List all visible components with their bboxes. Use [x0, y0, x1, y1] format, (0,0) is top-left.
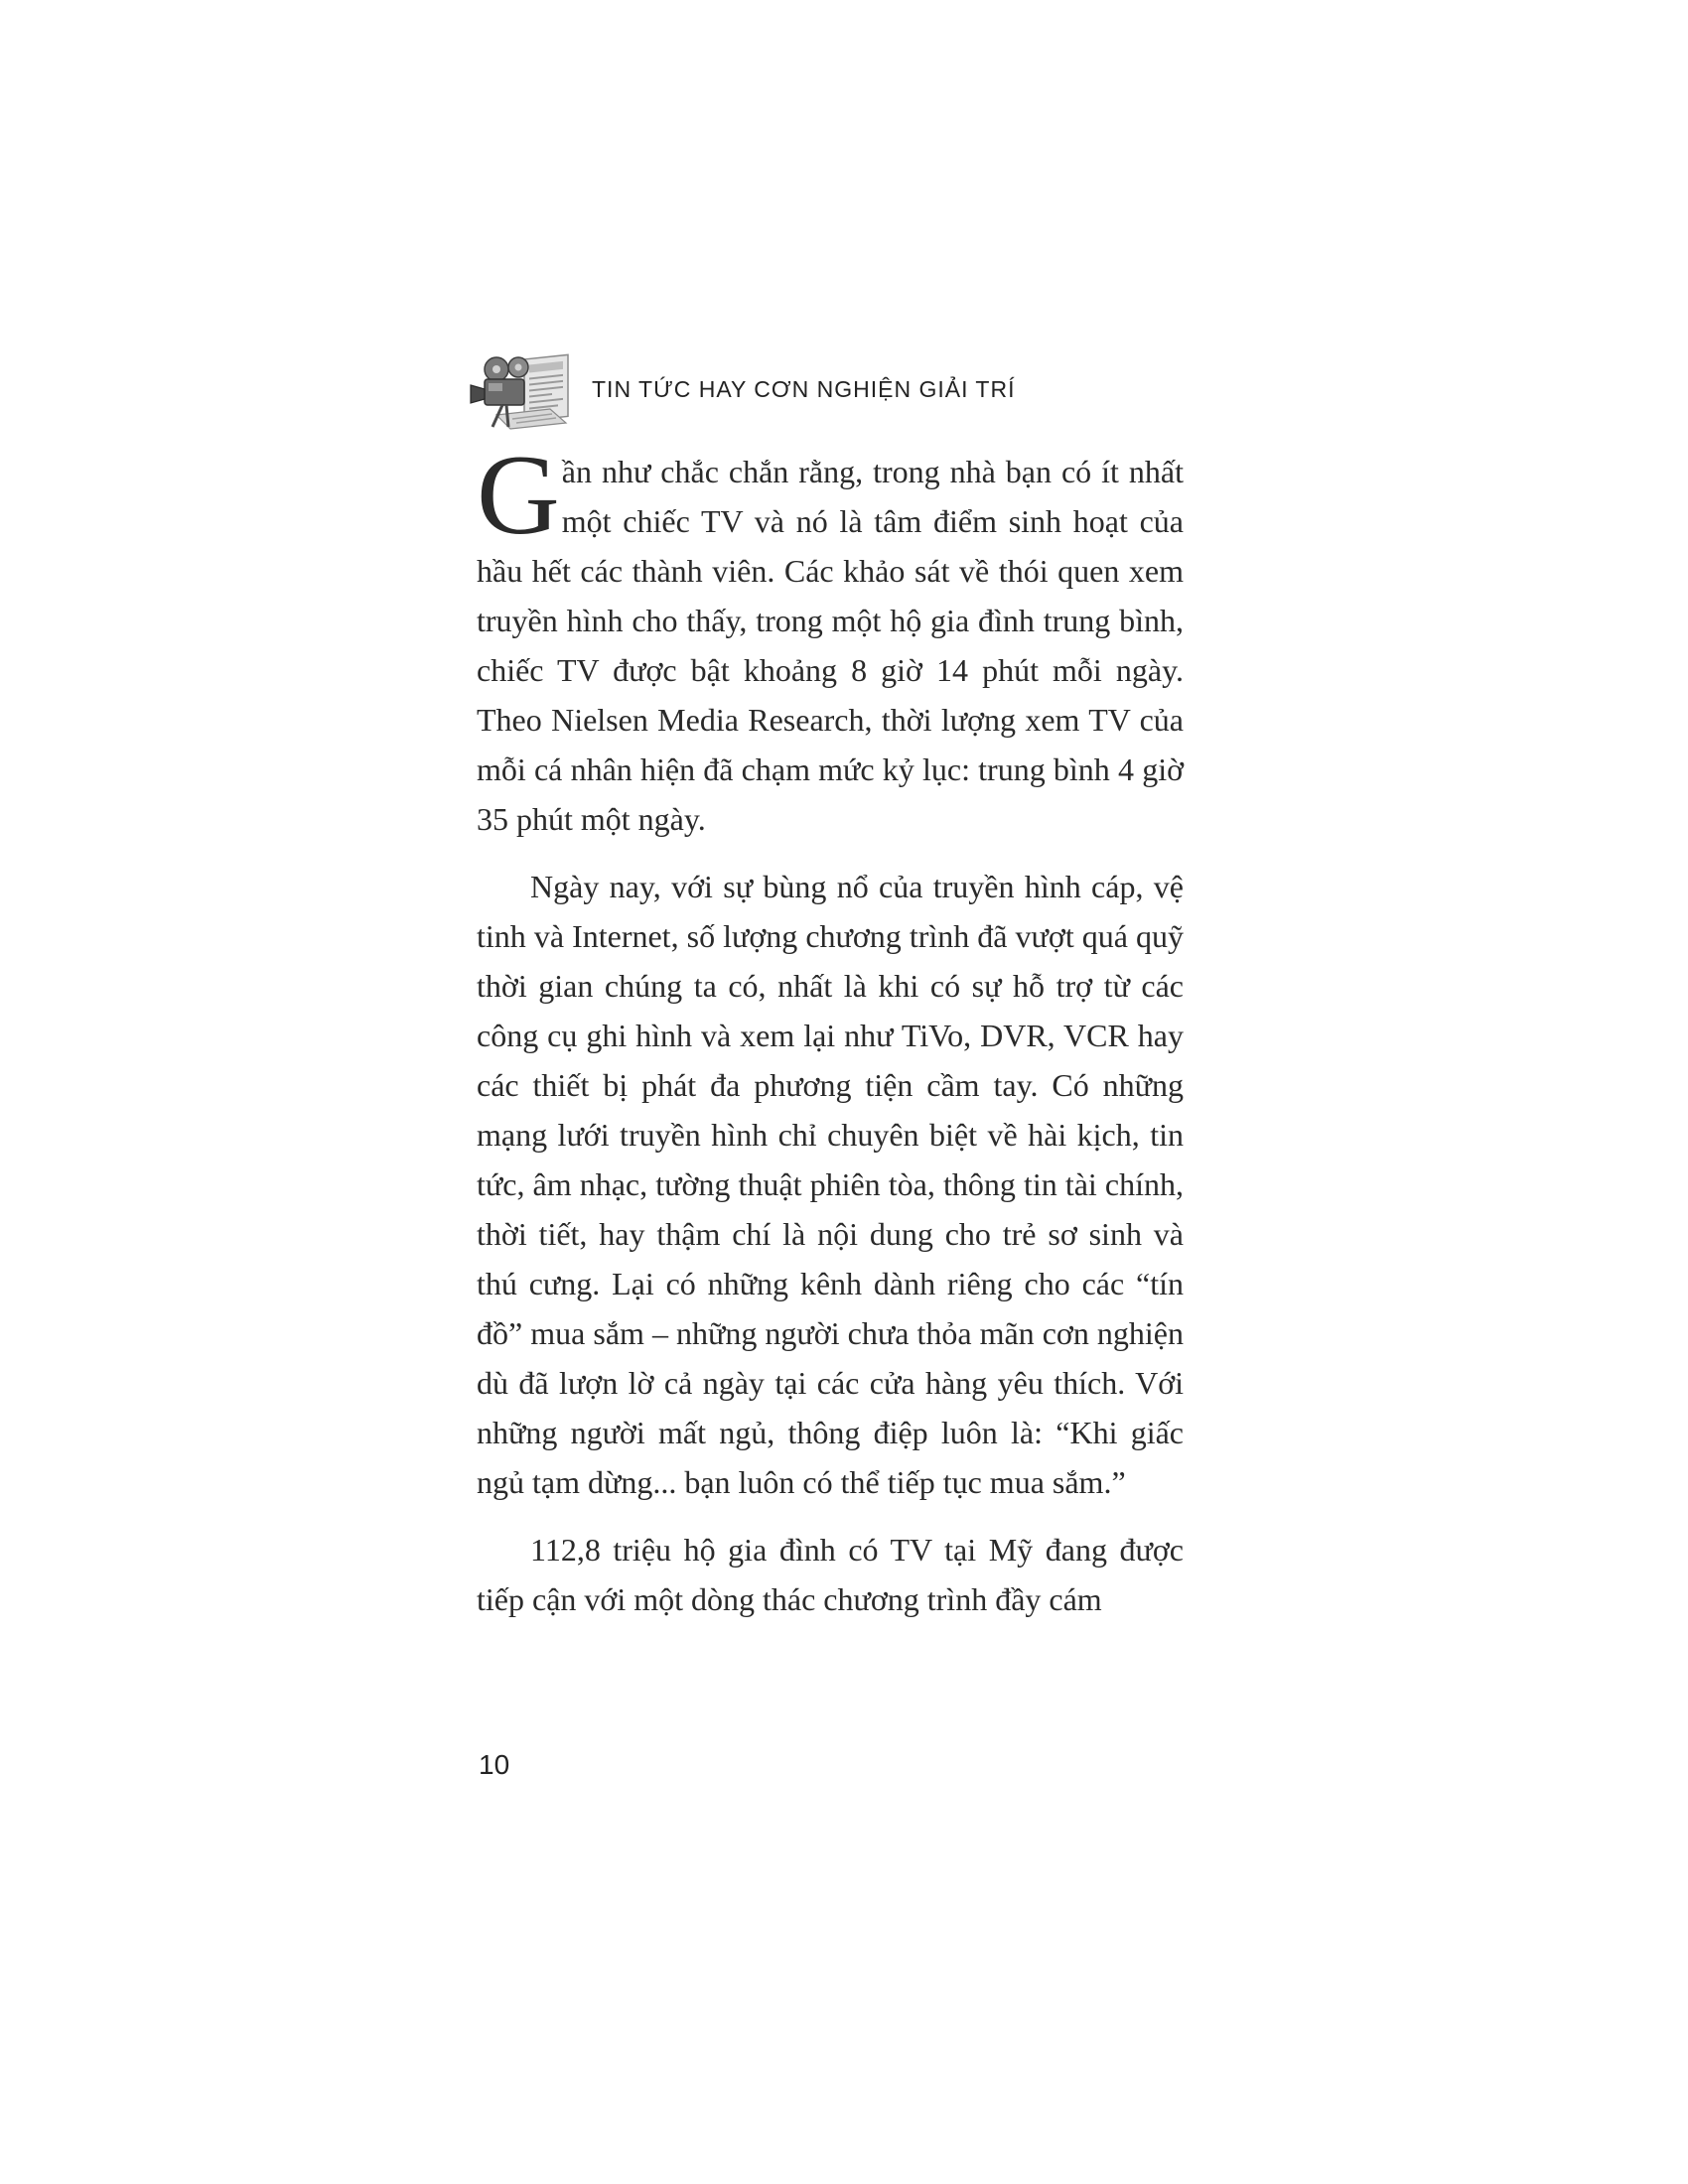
paragraph	[477, 432, 1184, 844]
body-text	[477, 432, 1184, 1624]
paragraph: 112,8 triệu hộ gia đình có TV tại Mỹ đang được tiếp cận với một dòng thác chương trình đầy cám	[477, 1532, 1184, 1617]
running-header-title: TIN TỨC HAY CƠN NGHIỆN GIẢI TRÍ	[592, 375, 1016, 402]
paragraph-text: ần như chắc chắn rằng, trong nhà bạn có ít nhất một chiếc TV và nó là tâm điểm sinh hoạt của hầu hết các thành viên. Các khảo sát về thói quen xem truyền hình cho thấy, trong một hộ gia đình trung bình, chiếc TV được bật khoảng 8 giờ 14 phút mỗi ngày. Theo Nielsen Media Research, thời lượng xem TV của mỗi cá nhân hiện đã chạm mức kỷ lục: trung bình 4 giờ 35 phút một ngày.	[477, 454, 1184, 837]
paragraph: Ngày nay, với sự bùng nổ của truyền hình cáp, vệ tinh và Internet, số lượng chương trình đã vượt quá quỹ thời gian chúng ta có, nhất là khi có sự hỗ trợ từ các công cụ ghi hình và xem lại như TiVo, DVR, VCR hay các thiết bị phát đa phương tiện cầm tay. Có những mạng lưới truyền hình chỉ chuyên biệt về hài kịch, tin tức, âm nhạc, tường thuật phiên tòa, thông tin tài chính, thời tiết, hay thậm chí là nội dung cho trẻ sơ sinh và thú cưng. Lại có những kênh dành riêng cho các “tín đồ” mua sắm – những người chưa thỏa mãn cơn nghiện dù đã lượn lờ cả ngày tại các cửa hàng yêu thích. Với những người mất ngủ, thông điệp luôn là: “Khi giấc ngủ tạm dừng... bạn luôn có thể tiếp tục mua sắm.”	[477, 869, 1184, 1500]
running-header	[467, 347, 1182, 431]
drop-cap: G	[477, 432, 560, 559]
page-number: 10	[479, 1749, 510, 1780]
camera-newspaper-icon	[467, 347, 574, 431]
